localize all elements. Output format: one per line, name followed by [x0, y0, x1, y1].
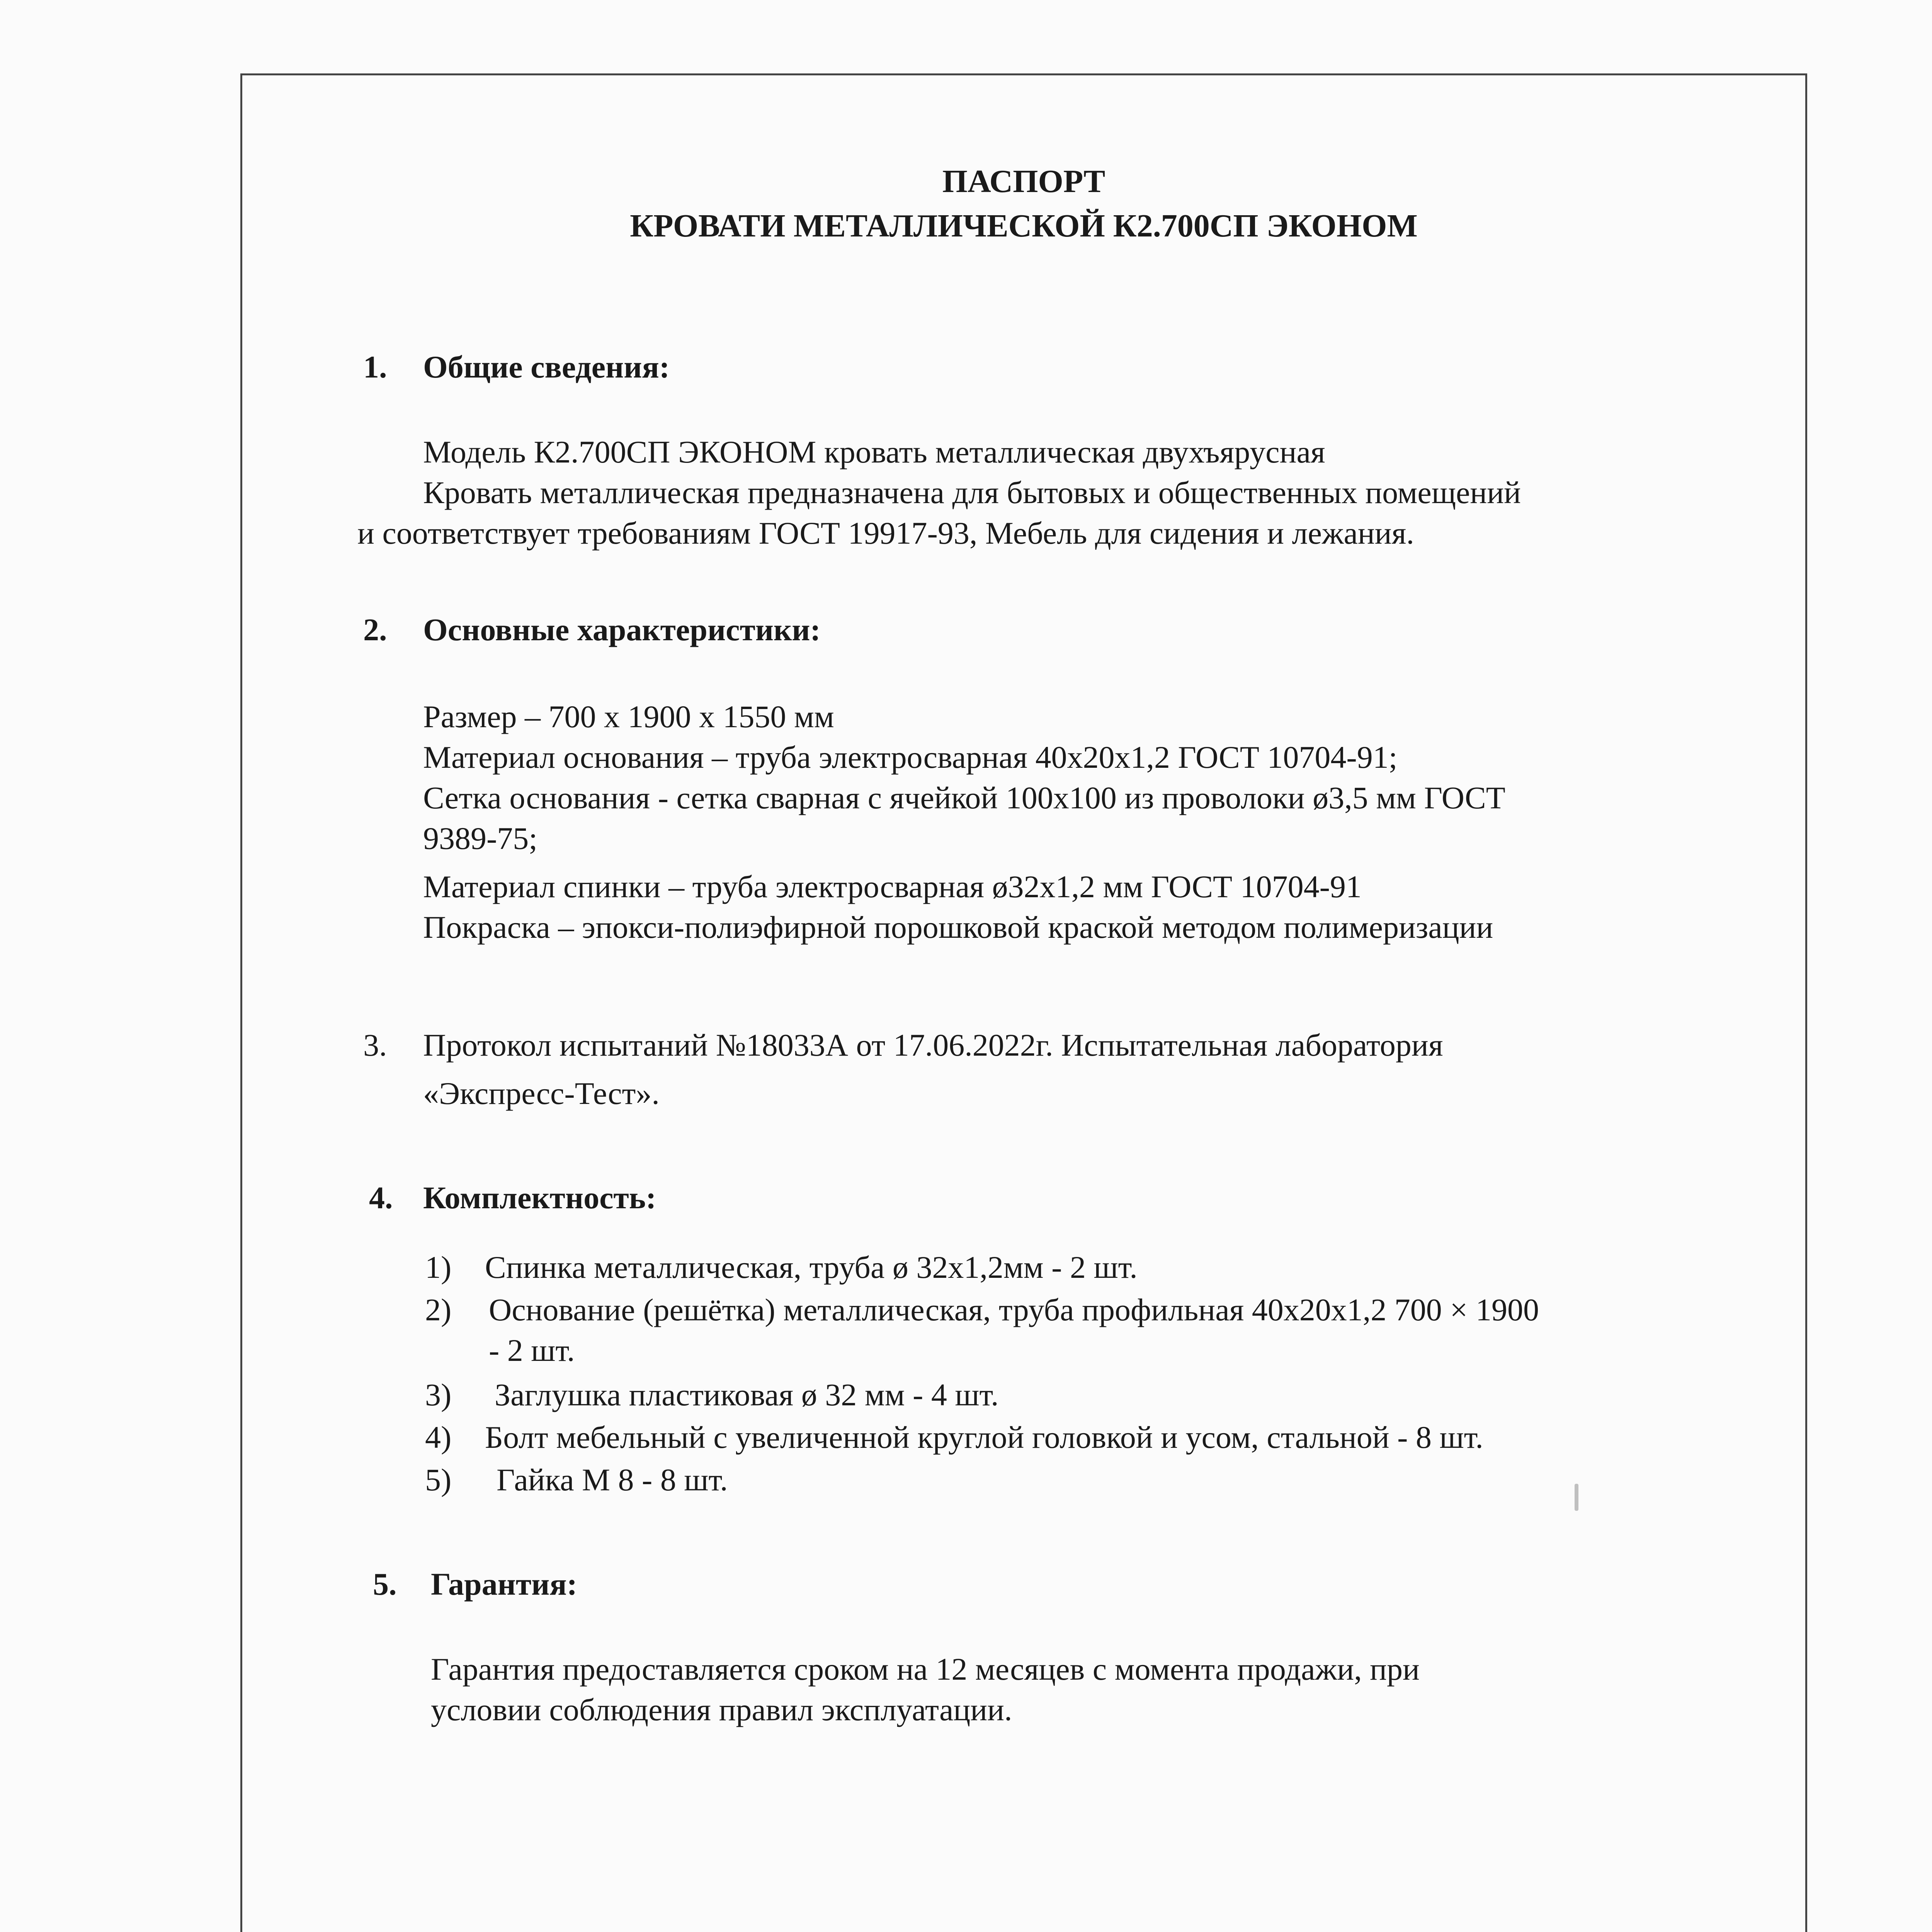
section-3-line: Протокол испытаний №18033А от 17.06.2022г. Испытательная лаборатория: [423, 1027, 1443, 1063]
section-2-line: Материал спинки – труба электросварная ø32х1,2 мм ГОСТ 10704-91: [423, 869, 1362, 904]
section-5-line: условии соблюдения правил эксплуатации.: [431, 1692, 1012, 1727]
list-item-number: 4): [425, 1420, 452, 1455]
section-5-number: 5.: [373, 1566, 397, 1602]
section-3-line: «Экспресс-Тест».: [423, 1076, 660, 1111]
list-item: Заглушка пластиковая ø 32 мм - 4 шт.: [495, 1377, 999, 1412]
section-3-number: 3.: [363, 1027, 387, 1063]
section-2-line: Сетка основания - сетка сварная с ячейкой 100х100 из проволоки ø3,5 мм ГОСТ: [423, 780, 1505, 815]
section-4-heading: Комплектность:: [423, 1180, 656, 1215]
section-2-line: Покраска – эпокси-полиэфирной порошковой краской методом полимеризации: [423, 910, 1493, 945]
section-5-heading: Гарантия:: [431, 1566, 578, 1602]
list-item-number: 3): [425, 1377, 452, 1412]
document-subtitle: КРОВАТИ МЕТАЛЛИЧЕСКОЙ К2.700СП ЭКОНОМ: [630, 208, 1418, 244]
list-item-continuation: - 2 шт.: [489, 1333, 575, 1368]
list-item-number: 1): [425, 1250, 452, 1285]
section-2-line: Материал основания – труба электросварная 40х20х1,2 ГОСТ 10704-91;: [423, 740, 1398, 775]
section-1-line: и соответствует требованиям ГОСТ 19917-93, Мебель для сидения и лежания.: [357, 515, 1414, 551]
section-2-number: 2.: [363, 612, 387, 647]
section-4-number: 4.: [369, 1180, 393, 1215]
section-1-heading: Общие сведения:: [423, 349, 670, 384]
scan-artifact: [1575, 1484, 1578, 1511]
list-item: Основание (решётка) металлическая, труба профильная 40х20х1,2 700 × 1900: [489, 1292, 1539, 1327]
section-1-number: 1.: [363, 349, 387, 384]
section-5-line: Гарантия предоставляется сроком на 12 месяцев с момента продажи, при: [431, 1651, 1420, 1687]
section-2-heading: Основные характеристики:: [423, 612, 821, 647]
list-item-number: 2): [425, 1292, 452, 1327]
document-title: ПАСПОРТ: [942, 163, 1105, 199]
section-1-line: Кровать металлическая предназначена для бытовых и общественных помещений: [423, 475, 1521, 510]
section-2-line: Размер – 700 х 1900 х 1550 мм: [423, 699, 834, 734]
list-item-number: 5): [425, 1462, 452, 1497]
section-1-line: Модель К2.700СП ЭКОНОМ кровать металлическая двухъярусная: [423, 434, 1325, 469]
list-item: Болт мебельный с увеличенной круглой головкой и усом, стальной - 8 шт.: [485, 1420, 1483, 1455]
list-item: Спинка металлическая, труба ø 32х1,2мм - 2 шт.: [485, 1250, 1138, 1285]
section-2-line: 9389-75;: [423, 821, 538, 856]
list-item: Гайка М 8 - 8 шт.: [497, 1462, 728, 1497]
